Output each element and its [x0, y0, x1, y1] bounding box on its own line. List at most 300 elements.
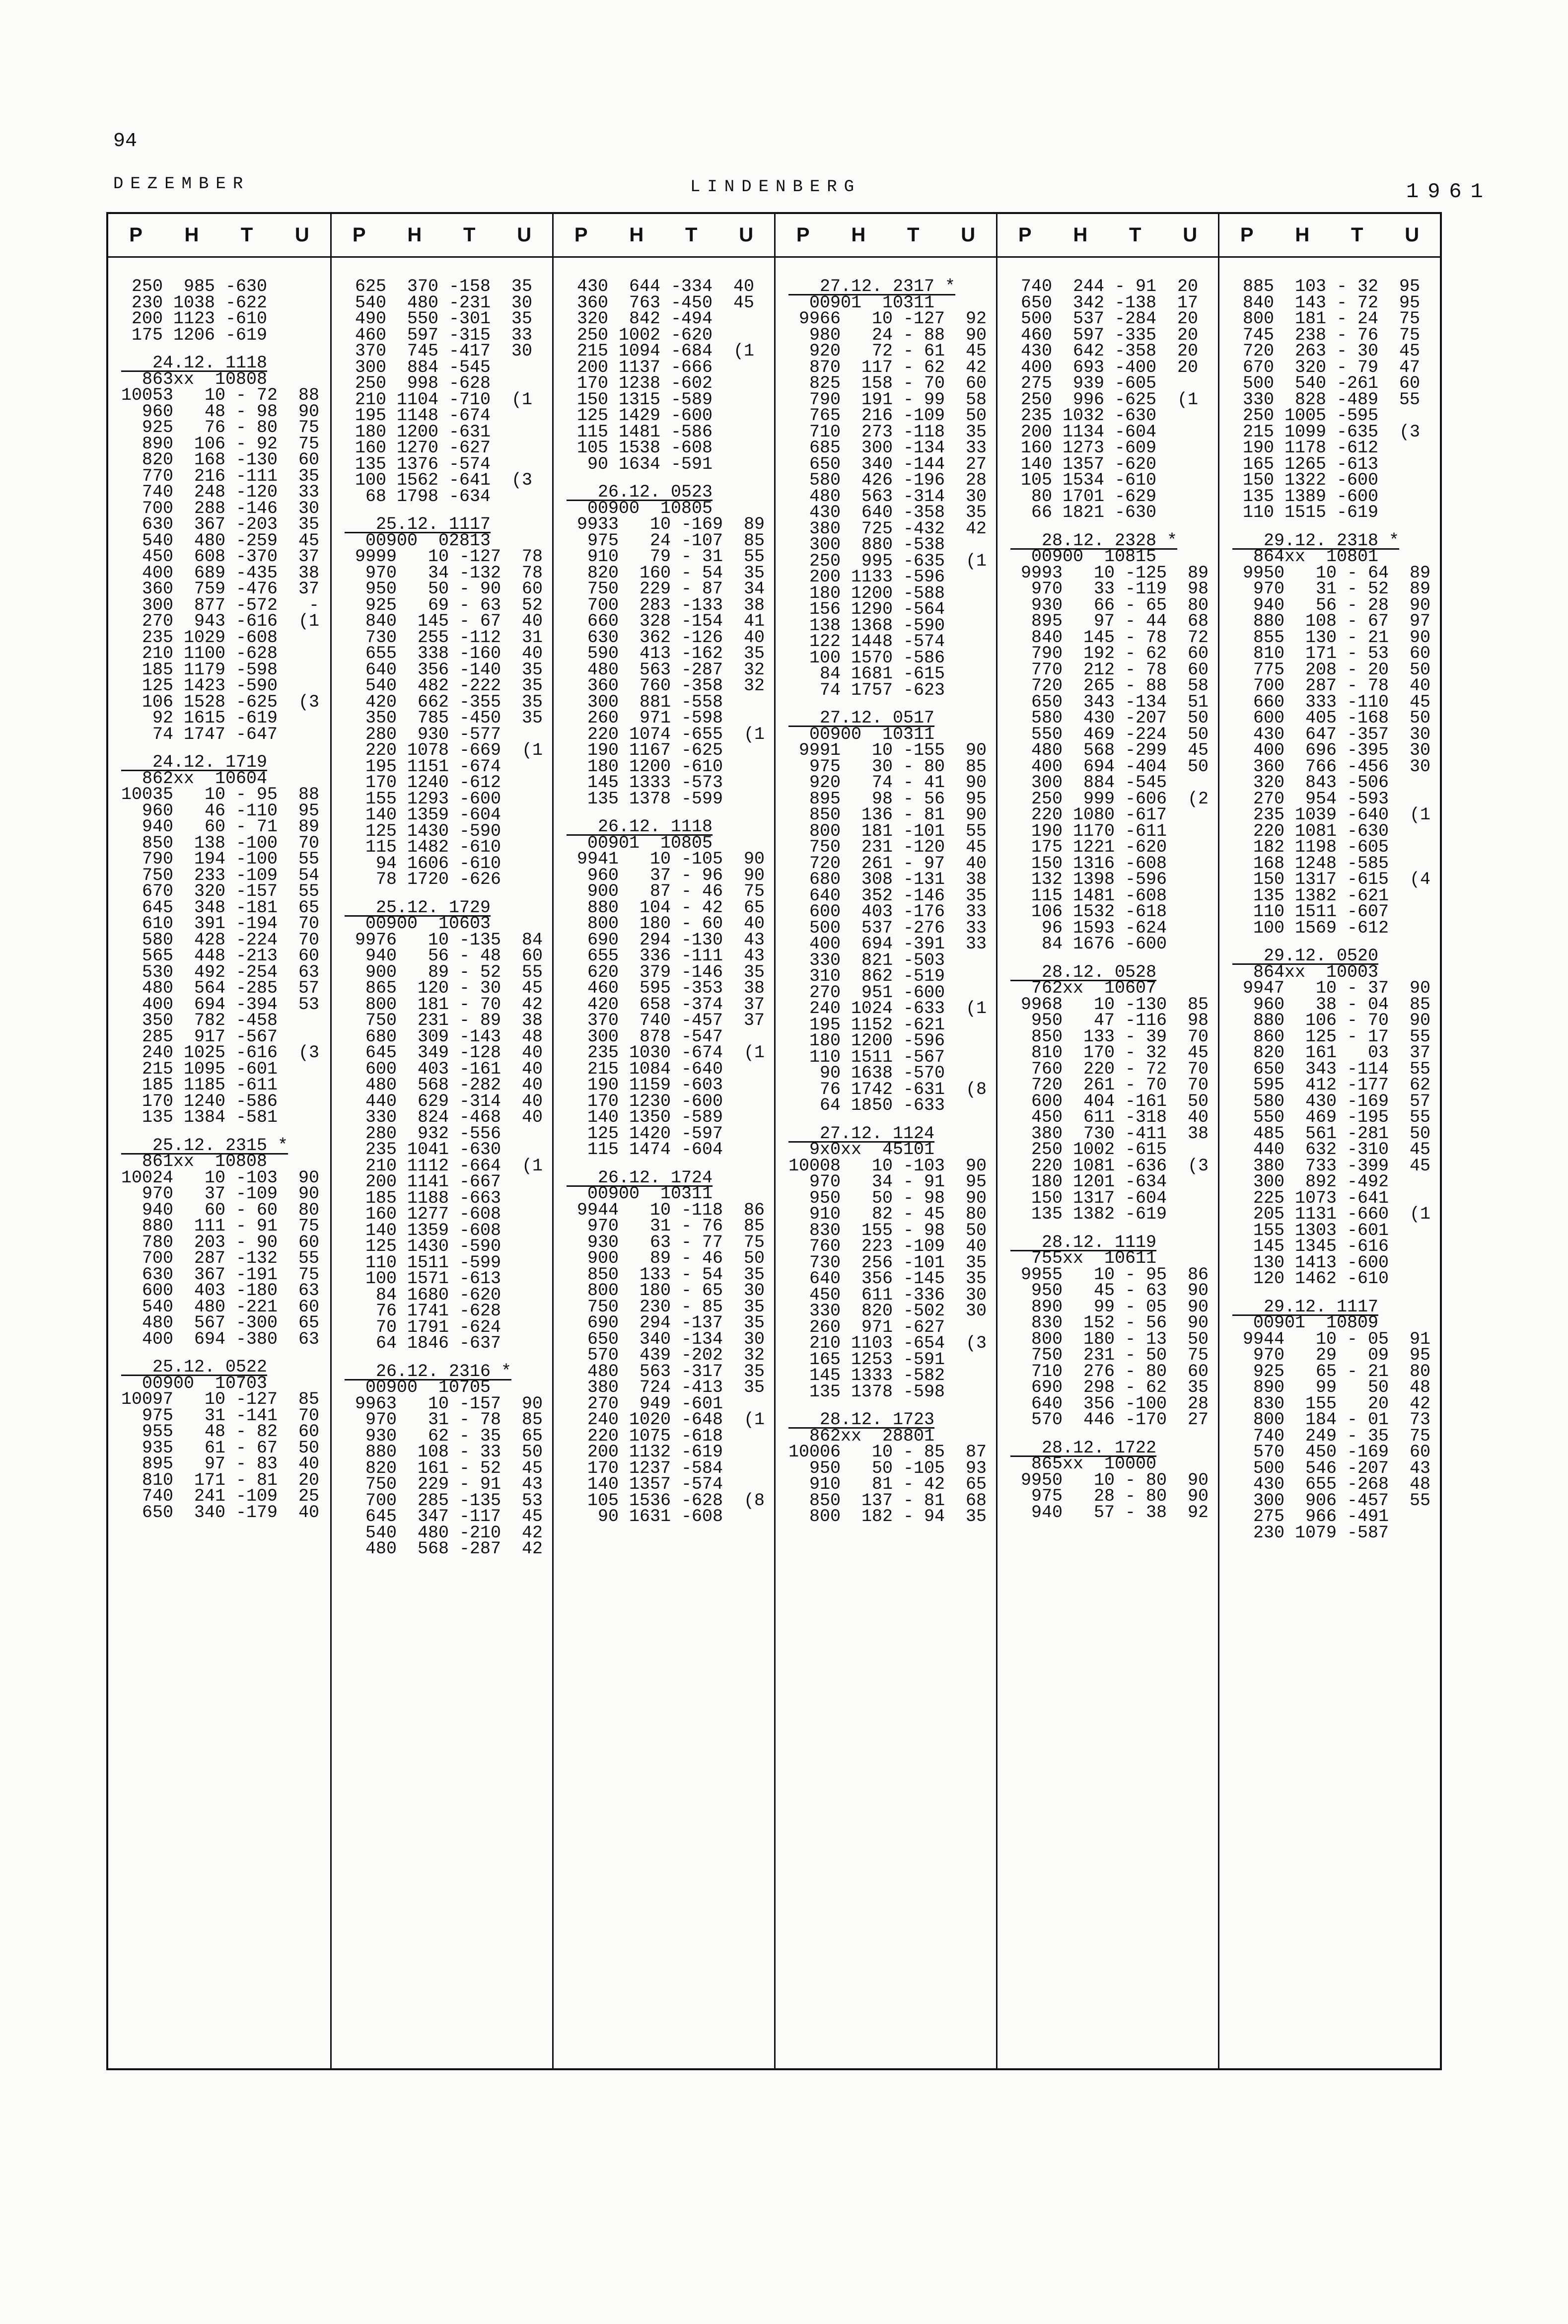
table-row: 135 1376 -574	[345, 454, 491, 474]
table-row: 9976 10 -135 84	[345, 930, 543, 950]
header-p: P	[129, 224, 143, 246]
table-row: 790 194 -100 55	[121, 849, 320, 869]
table-row: 885 103 - 32 95	[1232, 277, 1421, 296]
table-row: 84 1680 -620	[345, 1285, 501, 1305]
table-row: 10006 10 - 85 87	[788, 1442, 987, 1462]
table-row: 300 884 -545	[345, 357, 491, 377]
table-row: 480 568 -299 45	[1010, 740, 1209, 760]
table-row: 160 1273 -609	[1010, 438, 1157, 458]
table-row: 250 998 -628	[345, 373, 491, 393]
table-row: 750 230 - 85 35	[567, 1297, 765, 1317]
table-row: 155 1303 -601	[1232, 1220, 1389, 1240]
table-row: 630 362 -126 40	[567, 627, 765, 648]
table-row: 480 563 -317 35	[567, 1361, 765, 1381]
header-h: H	[629, 224, 644, 246]
table-column	[774, 214, 996, 2068]
table-row: 110 1515 -619	[1232, 503, 1379, 522]
table-row: 864xx 10801	[1232, 547, 1379, 567]
table-row: 940 60 - 71 89	[121, 817, 320, 837]
table-row: 100 1571 -613	[345, 1269, 501, 1289]
table-row: 790 192 - 62 60	[1010, 644, 1209, 663]
header-h: H	[1295, 224, 1310, 246]
table-row: 430 655 -268 48	[1232, 1474, 1431, 1494]
table-row: 120 1462 -610	[1232, 1269, 1389, 1289]
table-row: 800 182 - 94 35	[788, 1507, 987, 1526]
sounding-table	[106, 212, 1442, 2070]
table-row: 480 563 -287 32	[567, 659, 765, 680]
sounding-date-time: 26.12. 1724	[567, 1167, 713, 1188]
table-row: 660 328 -154 41	[567, 611, 765, 631]
table-row: 360 766 -456 30	[1232, 756, 1431, 777]
sounding-date-time: 24.12. 1118	[121, 353, 268, 373]
table-row: 250 985 -630	[121, 277, 268, 296]
table-row: 135 1384 -581	[121, 1107, 278, 1127]
table-row: 700 283 -133 38	[567, 595, 765, 615]
table-row: 220 1080 -617	[1010, 805, 1167, 825]
table-row: 9944 10 -118 86	[567, 1200, 765, 1220]
table-row: 620 379 -146 35	[567, 962, 765, 982]
page-number: 94	[113, 130, 138, 152]
table-row: 540 480 -221 60	[121, 1297, 320, 1317]
table-row: 880 108 - 67 97	[1232, 611, 1431, 631]
table-row: 430 644 -334 40	[567, 277, 755, 296]
table-row: 640 352 -146 35	[788, 885, 987, 906]
table-row: 650 340 -144 27	[788, 454, 987, 474]
table-row: 70 1791 -624	[345, 1317, 501, 1337]
table-row: 205 1131 -660 (1	[1232, 1204, 1431, 1224]
table-row: 460 597 -315 33	[345, 325, 533, 345]
table-row: 800 180 - 13 50	[1010, 1329, 1209, 1349]
table-row: 920 72 - 61 45	[788, 341, 987, 361]
table-row: 150 1322 -600	[1232, 470, 1379, 490]
table-row: 480 568 -282 40	[345, 1075, 543, 1095]
table-row: 730 256 -101 35	[788, 1252, 987, 1273]
sounding-date-time: 29.12. 2318 *	[1232, 530, 1400, 551]
table-column	[1218, 214, 1440, 2068]
table-row: 770 212 - 78 60	[1010, 659, 1209, 680]
table-row: 90 1634 -591	[567, 454, 713, 474]
column-header-row	[554, 214, 774, 258]
sounding-heading	[345, 516, 544, 533]
table-row: 820 160 - 54 35	[567, 563, 765, 583]
table-row: 380 733 -399 45	[1232, 1156, 1431, 1176]
table-row: 92 1615 -619	[121, 708, 278, 728]
table-row: 890 99 - 05 90	[1010, 1297, 1209, 1317]
table-row: 680 308 -131 38	[788, 870, 987, 889]
table-row: 895 98 - 56 95	[788, 789, 987, 809]
station-label: LINDENBERG	[690, 178, 861, 197]
table-row: 165 1265 -613	[1232, 454, 1379, 474]
table-row: 420 662 -355 35	[345, 692, 543, 712]
table-row: 865 120 - 30 45	[345, 978, 543, 998]
table-row: 106 1532 -618	[1010, 902, 1167, 922]
table-row: 115 1474 -604	[567, 1140, 723, 1160]
table-row: 150 1317 -604	[1010, 1188, 1167, 1208]
table-row: 180 1200 -588	[788, 583, 945, 603]
table-row: 480 563 -314 30	[788, 486, 987, 507]
table-row: 700 288 -146 30	[121, 498, 320, 518]
table-row: 64 1850 -633	[788, 1095, 945, 1115]
table-row: 250 995 -635 (1	[788, 551, 987, 571]
table-row: 300 892 -492	[1232, 1172, 1389, 1192]
table-row: 440 629 -314 40	[345, 1091, 543, 1111]
table-row: 850 133 - 54 35	[567, 1264, 765, 1285]
table-row: 00900 10703	[121, 1373, 268, 1393]
table-row: 320 842 -494	[567, 309, 713, 329]
table-row: 570 446 -170 27	[1010, 1410, 1209, 1430]
table-row: 115 1481 -608	[1010, 885, 1167, 906]
table-row: 775 208 - 20 50	[1232, 659, 1431, 680]
table-row: 185 1188 -663	[345, 1188, 501, 1208]
table-row: 690 298 - 62 35	[1010, 1378, 1209, 1397]
table-row: 800 181 -101 55	[788, 821, 987, 841]
table-row: 250 1002 -615	[1010, 1140, 1167, 1160]
header-p: P	[352, 224, 366, 246]
column-body	[776, 258, 996, 1525]
table-row: 880 111 - 91 75	[121, 1216, 320, 1236]
table-row: 865xx 10000	[1010, 1454, 1157, 1474]
table-row: 970 34 - 91 95	[788, 1172, 987, 1192]
table-row: 9941 10 -105 90	[567, 849, 765, 869]
table-row: 9993 10 -125 89	[1010, 563, 1209, 583]
table-row: 910 82 - 45 80	[788, 1204, 987, 1224]
table-row: 895 97 - 44 68	[1010, 611, 1209, 631]
table-row: 105 1538 -608	[567, 438, 713, 458]
table-row: 280 930 -577	[345, 724, 501, 744]
table-row: 9944 10 - 05 91	[1232, 1329, 1431, 1349]
table-row: 84 1676 -600	[1010, 934, 1167, 954]
header-p: P	[574, 224, 588, 246]
table-row: 175 1206 -619	[121, 325, 268, 345]
table-row: 130 1413 -600	[1232, 1252, 1389, 1273]
sounding-heading	[788, 279, 988, 295]
table-row: 140 1357 -620	[1010, 454, 1157, 474]
table-row: 300 906 -457 55	[1232, 1490, 1431, 1511]
table-row: 960 38 - 04 85	[1232, 994, 1431, 1015]
table-row: 895 97 - 83 40	[121, 1454, 320, 1474]
table-row: 00901 10805	[567, 833, 713, 853]
table-row: 115 1481 -586	[567, 422, 713, 442]
table-row: 855 130 - 21 90	[1232, 627, 1431, 648]
table-row: 200 1141 -667	[345, 1172, 501, 1192]
table-row: 810 171 - 81 20	[121, 1470, 320, 1490]
table-row: 180 1201 -634	[1010, 1172, 1167, 1192]
table-row: 280 932 -556	[345, 1123, 501, 1144]
header-p: P	[796, 224, 810, 246]
table-row: 710 276 - 80 60	[1010, 1361, 1209, 1381]
table-row: 530 492 -254 63	[121, 962, 320, 982]
table-row: 750 231 -120 45	[788, 837, 987, 857]
table-row: 820 168 -130 60	[121, 450, 320, 470]
table-row: 650 343 -114 55	[1232, 1059, 1431, 1079]
table-row: 9x0xx 45101	[788, 1140, 935, 1160]
table-row: 180 1200 -596	[788, 1031, 945, 1051]
table-row: 370 740 -457 37	[567, 1011, 765, 1030]
table-row: 135 1389 -600	[1232, 486, 1379, 507]
table-row: 590 413 -162 35	[567, 644, 765, 663]
sounding-date-time: 27.12. 1124	[788, 1123, 935, 1144]
table-row: 870 117 - 62 42	[788, 357, 987, 377]
table-row: 830 155 20 42	[1232, 1393, 1431, 1414]
column-body	[108, 258, 330, 1521]
table-row: 800 184 - 01 73	[1232, 1410, 1431, 1430]
table-row: 330 820 -502 30	[788, 1301, 987, 1321]
table-row: 864xx 10003	[1232, 962, 1379, 982]
table-row: 485 561 -281 50	[1232, 1123, 1431, 1144]
table-row: 730 255 -112 31	[345, 627, 543, 648]
table-row: 540 480 -231 30	[345, 292, 533, 313]
table-row: 745 238 - 76 75	[1232, 325, 1421, 345]
table-row: 900 89 - 46 50	[567, 1248, 765, 1268]
table-row: 66 1821 -630	[1010, 503, 1157, 522]
table-row: 720 265 - 88 58	[1010, 676, 1209, 696]
table-row: 190 1178 -612	[1232, 438, 1379, 458]
table-row: 380 725 -432 42	[788, 518, 987, 539]
table-row: 925 65 - 21 80	[1232, 1361, 1431, 1381]
table-row: 580 430 -169 57	[1232, 1091, 1431, 1111]
table-column	[330, 214, 552, 2068]
table-row: 970 29 09 95	[1232, 1345, 1431, 1365]
table-row: 825 158 - 70 60	[788, 373, 987, 393]
sounding-heading	[788, 1412, 988, 1428]
column-header-row	[998, 214, 1218, 258]
table-row: 9947 10 - 37 90	[1232, 978, 1431, 998]
table-row: 655 338 -160 40	[345, 644, 543, 663]
table-row: 235 1041 -630	[345, 1140, 501, 1160]
table-row: 215 1084 -640	[567, 1059, 723, 1079]
table-row: 645 349 -128 40	[345, 1043, 543, 1063]
table-row: 950 50 -105 93	[788, 1458, 987, 1478]
table-row: 920 74 - 41 90	[788, 773, 987, 793]
table-row: 650 340 -134 30	[567, 1329, 765, 1349]
header-h: H	[1073, 224, 1088, 246]
table-row: 10024 10 -103 90	[121, 1167, 320, 1188]
table-row: 640 356 -145 35	[788, 1269, 987, 1289]
sounding-heading	[121, 355, 322, 371]
sounding-date-time: 24.12. 1719	[121, 752, 268, 772]
column-header-row	[1219, 214, 1440, 258]
table-row: 74 1757 -623	[788, 680, 945, 700]
table-row: 9950 10 - 80 90	[1010, 1470, 1209, 1490]
table-row: 840 145 - 78 72	[1010, 627, 1209, 648]
table-row: 910 81 - 42 65	[788, 1474, 987, 1494]
table-row: 940 57 - 38 92	[1010, 1502, 1209, 1523]
table-row: 690 294 -130 43	[567, 930, 765, 950]
header-t: T	[685, 224, 698, 246]
table-row: 975 24 -107 85	[567, 530, 765, 551]
table-row: 155 1293 -600	[345, 789, 501, 809]
table-row: 500 537 -284 20	[1010, 309, 1199, 329]
table-row: 9966 10 -127 92	[788, 309, 987, 329]
table-row: 595 412 -177 62	[1232, 1075, 1431, 1095]
table-row: 180 1200 -631	[345, 422, 491, 442]
table-row: 890 106 - 92 75	[121, 434, 320, 454]
table-row: 670 320 - 79 47	[1232, 357, 1421, 377]
month-label: DEZEMBER	[113, 175, 250, 194]
table-row: 960 46 -110 95	[121, 800, 320, 821]
table-row: 790 191 - 99 58	[788, 389, 987, 410]
table-row: 863xx 10808	[121, 369, 268, 389]
table-row: 830 152 - 56 90	[1010, 1313, 1209, 1333]
table-row: 270 949 -601	[567, 1393, 723, 1414]
header-h: H	[407, 224, 422, 246]
table-row: 190 1170 -611	[1010, 821, 1167, 841]
table-row: 600 403 -161 40	[345, 1059, 543, 1079]
table-row: 625 370 -158 35	[345, 277, 533, 296]
table-row: 960 37 - 96 90	[567, 865, 765, 885]
table-row: 645 348 -181 65	[121, 897, 320, 918]
table-row: 235 1032 -630	[1010, 406, 1157, 426]
table-row: 800 181 - 70 42	[345, 994, 543, 1015]
table-row: 125 1430 -590	[345, 1236, 501, 1256]
table-row: 180 1200 -610	[567, 756, 723, 777]
table-row: 122 1448 -574	[788, 632, 945, 652]
table-row: 240 1024 -633 (1	[788, 999, 987, 1018]
table-row: 655 336 -111 43	[567, 946, 765, 966]
table-row: 275 939 -605	[1010, 373, 1157, 393]
table-row: 460 595 -353 38	[567, 978, 765, 998]
table-row: 220 1081 -630	[1232, 821, 1389, 841]
table-row: 820 161 03 37	[1232, 1043, 1431, 1063]
table-row: 860 125 - 17 55	[1232, 1026, 1431, 1047]
table-row: 125 1420 -597	[567, 1123, 723, 1144]
table-row: 9999 10 -127 78	[345, 547, 543, 567]
table-row: 750 229 - 91 43	[345, 1474, 543, 1494]
table-row: 380 724 -413 35	[567, 1378, 765, 1397]
table-row: 145 1333 -582	[788, 1366, 945, 1385]
table-row: 400 694 -391 33	[788, 934, 987, 954]
header-t: T	[1129, 224, 1141, 246]
header-t: T	[1351, 224, 1363, 246]
table-row: 230 1079 -587	[1232, 1523, 1389, 1543]
table-row: 500 540 -261 60	[1232, 373, 1421, 393]
table-row: 740 244 - 91 20	[1010, 277, 1199, 296]
table-row: 950 50 - 98 90	[788, 1188, 987, 1208]
table-row: 800 180 - 65 30	[567, 1281, 765, 1301]
table-row: 565 448 -213 60	[121, 946, 320, 966]
table-row: 9933 10 -169 89	[567, 514, 765, 534]
table-row: 480 564 -285 57	[121, 978, 320, 998]
table-row: 350 782 -458	[121, 1011, 278, 1030]
table-row: 960 48 - 98 90	[121, 401, 320, 422]
table-row: 600 403 -180 63	[121, 1281, 320, 1301]
table-row: 900 87 - 46 75	[567, 881, 765, 901]
table-row: 190 1167 -625	[567, 740, 723, 760]
table-row: 600 403 -176 33	[788, 902, 987, 922]
table-row: 400 693 -400 20	[1010, 357, 1199, 377]
sounding-date-time: 25.12. 0522	[121, 1357, 268, 1377]
table-row: 570 439 -202 32	[567, 1345, 765, 1365]
table-row: 975 31 -141 70	[121, 1405, 320, 1426]
table-row: 78 1720 -626	[345, 870, 501, 889]
sounding-date-time: 26.12. 1118	[567, 817, 713, 837]
table-row: 195 1152 -621	[788, 1015, 945, 1035]
table-row: 215 1094 -684 (1	[567, 341, 755, 361]
sounding-date-time: 28.12. 2328 *	[1010, 530, 1178, 551]
table-row: 760 220 - 72 70	[1010, 1059, 1209, 1079]
table-row: 225 1073 -641	[1232, 1188, 1389, 1208]
table-row: 380 730 -411 38	[1010, 1123, 1209, 1144]
table-row: 125 1430 -590	[345, 821, 501, 841]
table-row: 300 880 -538	[788, 535, 945, 555]
table-column	[108, 214, 330, 2068]
table-row: 450 611 -336 30	[788, 1285, 987, 1305]
table-row: 550 469 -224 50	[1010, 724, 1209, 744]
table-row: 950 45 - 63 90	[1010, 1281, 1209, 1301]
table-row: 862xx 10604	[121, 768, 268, 789]
table-row: 300 878 -547	[567, 1026, 723, 1047]
table-row: 240 1025 -616 (3	[121, 1043, 320, 1063]
table-row: 125 1429 -600	[567, 406, 713, 426]
sounding-date-time: 26.12. 0523	[567, 482, 713, 502]
table-row: 690 294 -137 35	[567, 1313, 765, 1333]
sounding-date-time: 27.12. 0517	[788, 708, 935, 728]
table-row: 210 1100 -628	[121, 644, 278, 663]
table-row: 862xx 28801	[788, 1426, 935, 1446]
table-row: 610 391 -194 70	[121, 914, 320, 934]
table-row: 150 1317 -615 (4	[1232, 870, 1431, 889]
table-row: 660 333 -110 45	[1232, 692, 1431, 712]
column-body	[554, 258, 774, 1525]
sounding-heading	[788, 710, 988, 726]
table-row: 400 694 -380 63	[121, 1329, 320, 1349]
table-row: 135 1378 -598	[788, 1381, 945, 1402]
header-p: P	[1018, 224, 1032, 246]
table-row: 765 216 -109 50	[788, 406, 987, 426]
table-row: 135 1382 -621	[1232, 885, 1389, 906]
table-row: 930 62 - 35 65	[345, 1426, 543, 1446]
table-row: 110 1511 -599	[345, 1252, 501, 1273]
table-row: 360 760 -358 32	[567, 676, 765, 696]
table-row: 880 108 - 33 50	[345, 1442, 543, 1462]
table-row: 760 223 -109 40	[788, 1236, 987, 1256]
column-body	[332, 258, 552, 1557]
header-u: U	[739, 224, 754, 246]
column-header-row	[776, 214, 996, 258]
table-row: 980 24 - 88 90	[788, 325, 987, 345]
table-row: 320 843 -506	[1232, 773, 1389, 793]
table-row: 9968 10 -130 85	[1010, 994, 1209, 1015]
table-row: 175 1221 -620	[1010, 837, 1167, 857]
table-row: 220 1075 -618	[567, 1426, 723, 1446]
year-label: 1961	[1406, 180, 1492, 204]
table-row: 930 66 - 65 80	[1010, 595, 1209, 615]
sounding-date-time: 28.12. 0528	[1010, 962, 1157, 982]
table-row: 400 696 -395 30	[1232, 740, 1431, 760]
table-row: 90 1631 -608	[567, 1507, 723, 1526]
table-row: 450 611 -318 40	[1010, 1107, 1209, 1127]
table-row: 190 1159 -603	[567, 1075, 723, 1095]
table-row: 330 821 -503	[788, 950, 945, 970]
table-row: 00900 10603	[345, 914, 491, 934]
table-row: 420 658 -374 37	[567, 994, 765, 1015]
table-row: 400 694 -394 53	[121, 994, 320, 1015]
column-body	[1219, 258, 1440, 1541]
table-row: 80 1701 -629	[1010, 486, 1157, 507]
table-row: 9955 10 - 95 86	[1010, 1264, 1209, 1285]
table-row: 00900 10311	[567, 1184, 713, 1204]
table-row: 300 881 -558	[567, 692, 723, 712]
table-row: 810 171 - 53 60	[1232, 644, 1431, 663]
table-row: 110 1511 -567	[788, 1047, 945, 1067]
table-row: 950 47 -116 98	[1010, 1011, 1209, 1030]
table-row: 940 56 - 48 60	[345, 946, 543, 966]
header-t: T	[463, 224, 476, 246]
table-row: 935 61 - 67 50	[121, 1438, 320, 1458]
table-row: 970 31 - 78 85	[345, 1410, 543, 1430]
table-row: 750 229 - 87 34	[567, 579, 765, 599]
table-row: 370 745 -417 30	[345, 341, 533, 361]
